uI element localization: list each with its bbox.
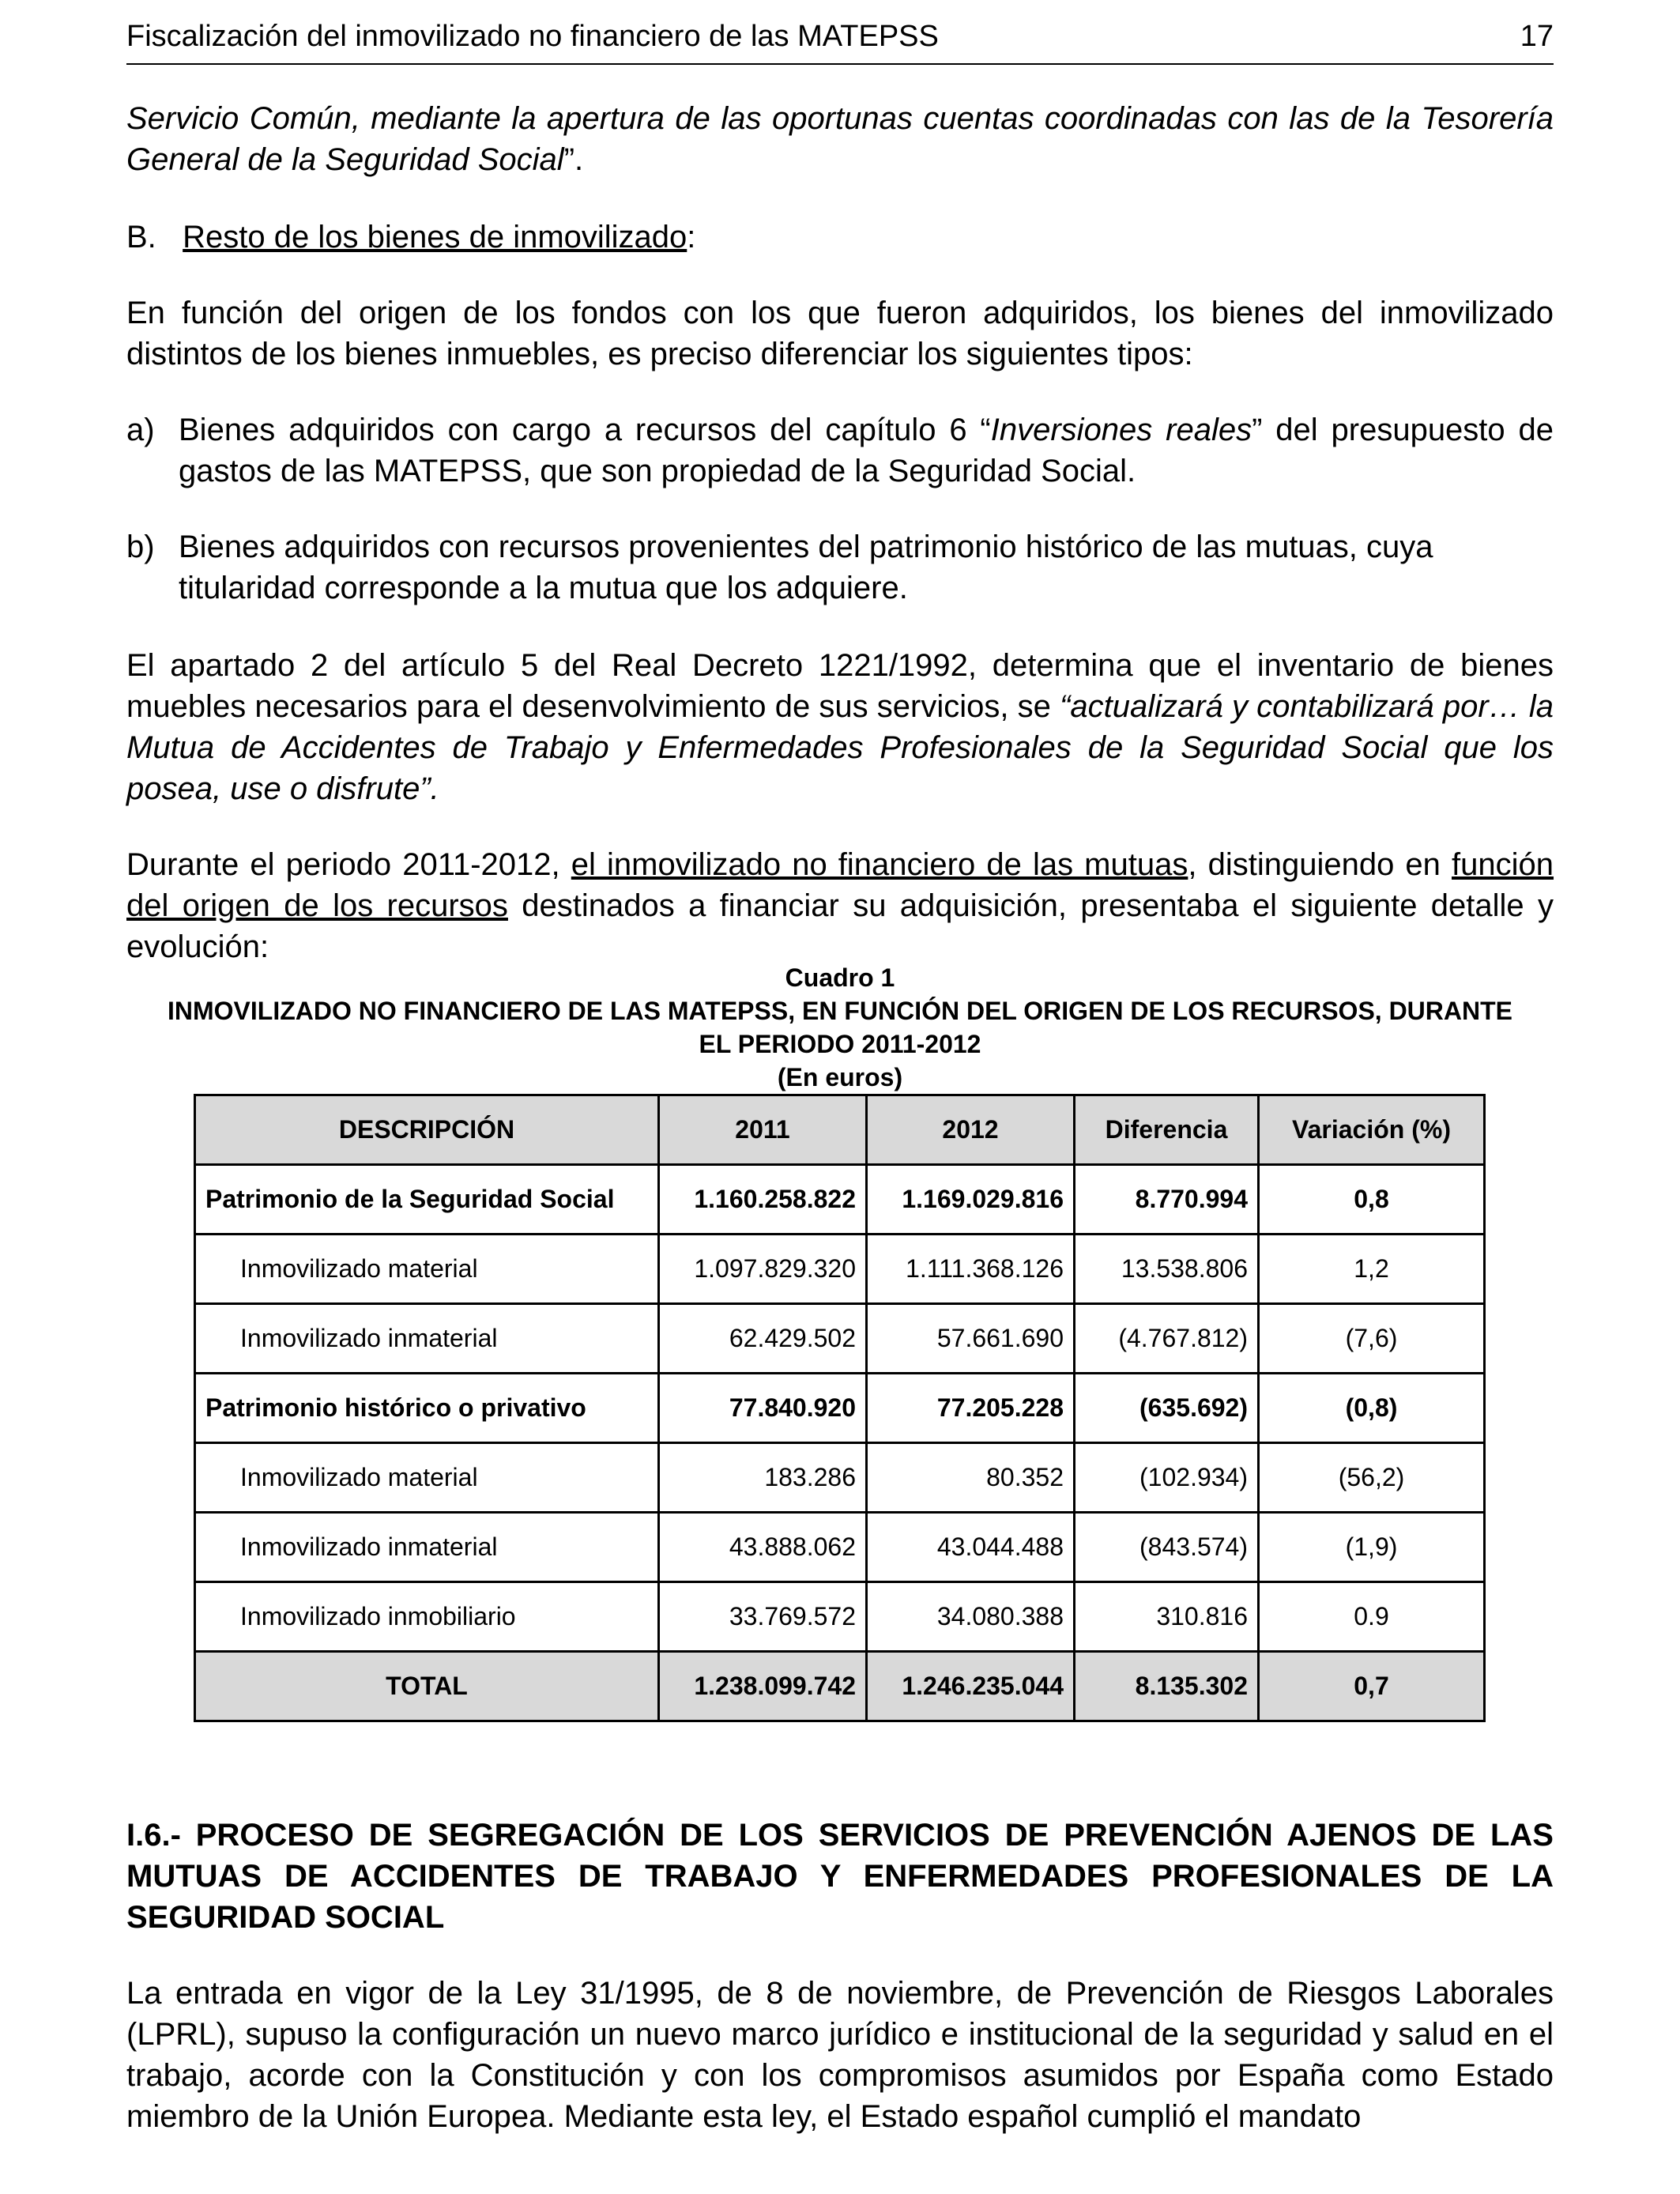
cell-variacion: 0.9 — [1259, 1582, 1485, 1652]
cell-2011: 77.840.920 — [659, 1374, 867, 1443]
col-header-variacion: Variación (%) — [1259, 1095, 1485, 1165]
table-header-row — [195, 1095, 1485, 1165]
para-periodo-u2: función del origen de los recursos — [126, 847, 1554, 923]
cell-2011: 1.097.829.320 — [659, 1235, 867, 1304]
cell-diferencia: 8.770.994 — [1075, 1165, 1259, 1235]
cell-variacion-total: 0,7 — [1259, 1652, 1485, 1721]
section-b-heading — [126, 217, 1554, 258]
page-number: 17 — [1520, 20, 1554, 53]
intro-quote-end: ”. — [563, 142, 584, 177]
cell-2012-total: 1.246.235.044 — [867, 1652, 1075, 1721]
section-b-title: Resto de los bienes de inmovilizado — [183, 220, 687, 254]
cell-2011: 62.429.502 — [659, 1304, 867, 1374]
list-a-italic: Inversiones reales — [990, 413, 1252, 447]
cell-variacion: (7,6) — [1259, 1304, 1485, 1374]
table-row — [195, 1165, 1485, 1235]
cell-2012: 34.080.388 — [867, 1582, 1075, 1652]
list-a-pre: Bienes adquiridos con cargo a recursos del capítulo 6 “ — [179, 413, 991, 447]
cell-desc: Inmovilizado inmaterial — [195, 1304, 659, 1374]
cell-diferencia-total: 8.135.302 — [1075, 1652, 1259, 1721]
para-periodo-t2: , distinguiendo en — [1188, 847, 1452, 882]
list-marker-b: b) — [126, 530, 155, 564]
cell-2012: 43.044.488 — [867, 1513, 1075, 1582]
cell-diferencia: (4.767.812) — [1075, 1304, 1259, 1374]
table-row — [195, 1235, 1485, 1304]
col-header-diferencia: Diferencia — [1075, 1095, 1259, 1165]
col-header-2012: 2012 — [867, 1095, 1075, 1165]
para-periodo-t3: destinados a financiar su adquisición, presentaba el siguiente detalle y evolución: — [126, 888, 1554, 964]
table-row — [195, 1374, 1485, 1443]
section-b-letter: B. — [126, 220, 156, 254]
caption-line-4: (En euros) — [777, 1063, 903, 1091]
cell-desc: Inmovilizado material — [195, 1235, 659, 1304]
cuadro-1-table — [194, 1094, 1486, 1722]
para-decreto — [126, 645, 1554, 809]
col-header-2011: 2011 — [659, 1095, 867, 1165]
list-body-b: Bienes adquiridos con recursos provenientes del patrimonio histórico de las mutuas, cuya titularidad corresponde a la mutua que los adquiere. — [179, 530, 1433, 605]
cell-desc: Patrimonio histórico o privativo — [195, 1374, 659, 1443]
cell-2011: 183.286 — [659, 1443, 867, 1513]
list-item-a — [126, 409, 1554, 492]
section-i6-title: I.6.- PROCESO DE SEGREGACIÓN DE LOS SERVICIOS DE PREVENCIÓN AJENOS DE LAS MUTUAS DE ACCIDENTES DE TRABAJO Y ENFERMEDADES PROFESIONALES DE LA SEGURIDAD SOCIAL — [126, 1818, 1554, 1935]
table-row — [195, 1304, 1485, 1374]
intro-quote-text: Servicio Común, mediante la apertura de las oportunas cuentas coordinadas con las de la Tesorería General de la Seguridad Social — [126, 101, 1554, 177]
caption-line-2: INMOVILIZADO NO FINANCIERO DE LAS MATEPSS, EN FUNCIÓN DEL ORIGEN DE LOS RECURSOS, DURANTE — [167, 997, 1512, 1025]
caption-line-1: Cuadro 1 — [785, 963, 895, 992]
para-decreto-italic: “actualizará y contabilizará por… la Mutua de Accidentes de Trabajo y Enfermedades Profesionales de la Seguridad Social que los posea, use o disfrute”. — [126, 689, 1554, 806]
cell-2011: 33.769.572 — [659, 1582, 867, 1652]
cell-desc: Patrimonio de la Seguridad Social — [195, 1165, 659, 1235]
table-row — [195, 1513, 1485, 1582]
cell-variacion: (1,9) — [1259, 1513, 1485, 1582]
para-periodo — [126, 844, 1554, 967]
cell-2011: 1.160.258.822 — [659, 1165, 867, 1235]
table-caption — [126, 961, 1554, 1094]
cell-desc: Inmovilizado material — [195, 1443, 659, 1513]
cell-2012: 80.352 — [867, 1443, 1075, 1513]
list-a-post: ” del presupuesto de gastos de las MATEPSS, que son propiedad de la Seguridad Social. — [179, 413, 1554, 488]
para-decreto-pre: El apartado 2 del artículo 5 del Real Decreto 1221/1992, determina que el inventario de bienes muebles necesarios para el desenvolvimiento de sus servicios, se — [126, 648, 1554, 724]
intro-quote-paragraph — [126, 98, 1554, 180]
cell-diferencia: (635.692) — [1075, 1374, 1259, 1443]
para-lprl: La entrada en vigor de la Ley 31/1995, de 8 de noviembre, de Prevención de Riesgos Laborales (LPRL), supuso la configuración un nuevo marco jurídico e institucional de la seguridad y salud en el trabajo, acorde con la Constitución y con los compromisos asumidos por España como Estado miembro de la Unión Europea. Mediante esta ley, el Estado español cumplió el mandato — [126, 1976, 1554, 2134]
cell-2012: 57.661.690 — [867, 1304, 1075, 1374]
header-title: Fiscalización del inmovilizado no financiero de las MATEPSS — [126, 20, 939, 53]
cell-diferencia: (843.574) — [1075, 1513, 1259, 1582]
cell-diferencia: 13.538.806 — [1075, 1235, 1259, 1304]
cell-2012: 77.205.228 — [867, 1374, 1075, 1443]
table-row — [195, 1582, 1485, 1652]
para-origen: En función del origen de los fondos con los que fueron adquiridos, los bienes del inmovilizado distintos de los bienes inmuebles, es preciso diferenciar los siguientes tipos: — [126, 296, 1554, 371]
cell-2011: 43.888.062 — [659, 1513, 867, 1582]
table-total-row — [195, 1652, 1485, 1721]
section-b-colon: : — [687, 220, 696, 254]
list-marker-a: a) — [126, 413, 155, 447]
cell-2011-total: 1.238.099.742 — [659, 1652, 867, 1721]
cell-2012: 1.169.029.816 — [867, 1165, 1075, 1235]
caption-line-3: EL PERIODO 2011-2012 — [699, 1030, 981, 1058]
cell-diferencia: (102.934) — [1075, 1443, 1259, 1513]
cell-desc: Inmovilizado inmaterial — [195, 1513, 659, 1582]
list-item-b — [126, 526, 1554, 609]
cell-2012: 1.111.368.126 — [867, 1235, 1075, 1304]
cell-desc: Inmovilizado inmobiliario — [195, 1582, 659, 1652]
cell-variacion: 0,8 — [1259, 1165, 1485, 1235]
list-body-a — [179, 409, 1554, 492]
cell-desc-total: TOTAL — [195, 1652, 659, 1721]
cell-diferencia: 310.816 — [1075, 1582, 1259, 1652]
page-header — [126, 17, 1554, 65]
col-header-descripcion: DESCRIPCIÓN — [195, 1095, 659, 1165]
cell-variacion: (0,8) — [1259, 1374, 1485, 1443]
para-periodo-u1: el inmovilizado no financiero de las mutuas — [571, 847, 1188, 882]
table-row — [195, 1443, 1485, 1513]
cell-variacion: 1,2 — [1259, 1235, 1485, 1304]
cell-variacion: (56,2) — [1259, 1443, 1485, 1513]
para-periodo-t1: Durante el periodo 2011-2012, — [126, 847, 571, 882]
